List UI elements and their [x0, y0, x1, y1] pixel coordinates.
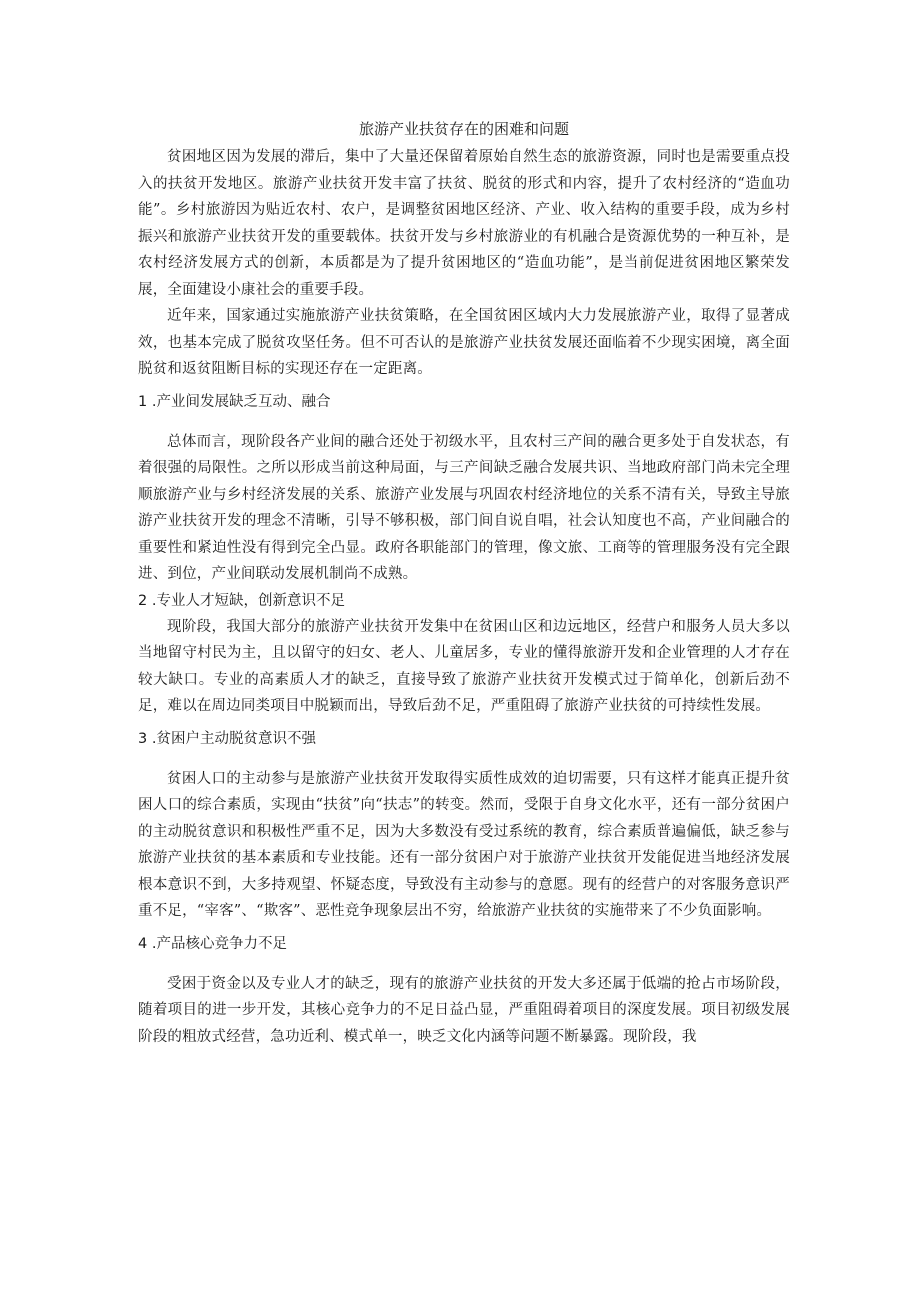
- intro-paragraph-1: 贫困地区因为发展的滞后，集中了大量还保留着原始自然生态的旅游资源，同时也是需要重点投入的扶贫开发地区。旅游产业扶贫开发丰富了扶贫、脱贫的形式和内容，提升了农村经济的“造血功能”。乡村旅游因为贴近农村、农户，是调整贫困地区经济、产业、收入结构的重要手段，成为乡村振兴和旅游产业扶贫开发的重要载体。扶贫开发与乡村旅游业的有机融合是资源优势的一种互补，是农村经济发展方式的创新，本质都是为了提升贫困地区的“造血功能”，是当前促进贫困地区繁荣发展，全面建设小康社会的重要手段。: [138, 149, 790, 298]
- intro-paragraph-2: 近年来，国家通过实施旅游产业扶贫策略，在全国贫困区域内大力发展旅游产业，取得了显著成效，也基本完成了脱贫攻坚任务。但不可否认的是旅游产业扶贫发展还面临着不少现实困境，离全面脱贫和返贫阻断目标的实现还存在一定距离。: [138, 308, 790, 377]
- document-page: [138, 118, 790, 1050]
- document-title: 旅游产业扶贫存在的困难和问题: [358, 120, 569, 138]
- section-body-3: 贫困人口的主动参与是旅游产业扶贫开发取得实质性成效的迫切需要，只有这样才能真正提升贫困人口的综合素质，实现由“扶贫”向“扶志”的转变。然而，受限于自身文化水平，还有一部分贫困户的主动脱贫意识和积极性严重不足，因为大多数没有受过系统的教育，综合素质普遍偏低，缺乏参与旅游产业扶贫的基本素质和专业技能。还有一部分贫困户对于旅游产业扶贫开发能促进当地经济发展根本意识不到，大多持观望、怀疑态度，导致没有主动参与的意愿。现有的经营户的对客服务意识严重不足，“宰客”、“欺客”、恶性竞争现象层出不穷，给旅游产业扶贫的实施带来了不少负面影响。: [138, 770, 790, 919]
- section-body-4: 受困于资金以及专业人才的缺乏，现有的旅游产业扶贫的开发大多还属于低端的抢占市场阶段，随着项目的进一步开发，其核心竞争力的不足日益凸显，严重阻碍着项目的深度发展。项目初级发展阶段的粗放式经营，急功近利、模式单一，映乏文化内涵等问题不断暴露。现阶段，我: [138, 975, 790, 1045]
- section-body-1: 总体而言，现阶段各产业间的融合还处于初级水平，且农村三产间的融合更多处于自发状态，有着很强的局限性。之所以形成当前这种局面，与三产间缺乏融合发展共识、当地政府部门尚未完全理顺旅游产业与乡村经济发展的关系、旅游产业发展与巩固农村经济地位的关系不清有关，导致主导旅游产业扶贫开发的理念不清晰，引导不够积极，部门间自说自唱，社会认知度也不高，产业间融合的重要性和紧迫性没有得到完全凸显。政府各职能部门的管理，像文旅、工商等的管理服务没有完全跟进、到位，产业间联动发展机制尚不成熟。: [138, 433, 790, 582]
- section-heading-1: 1 .产业间发展缺乏互动、融合: [138, 393, 331, 410]
- section-heading-2: 2 .专业人才短缺，创新意识不足: [138, 592, 345, 609]
- section-heading-3: 3 .贫困户主动脱贫意识不强: [138, 730, 316, 747]
- section-body-2: 现阶段，我国大部分的旅游产业扶贫开发集中在贫困山区和边远地区，经营户和服务人员大多以当地留守村民为主，且以留守的妇女、老人、儿童居多，专业的懂得旅游开发和企业管理的人才存在较大缺口。专业的高素质人才的缺乏，直接导致了旅游产业扶贫开发模式过于简单化，创新后劲不足，难以在周边同类项目中脱颖而出，导致后劲不足，严重阻碍了旅游产业扶贫的可持续性发展。: [138, 618, 790, 714]
- section-heading-4: 4 .产品核心竞争力不足: [138, 935, 287, 952]
